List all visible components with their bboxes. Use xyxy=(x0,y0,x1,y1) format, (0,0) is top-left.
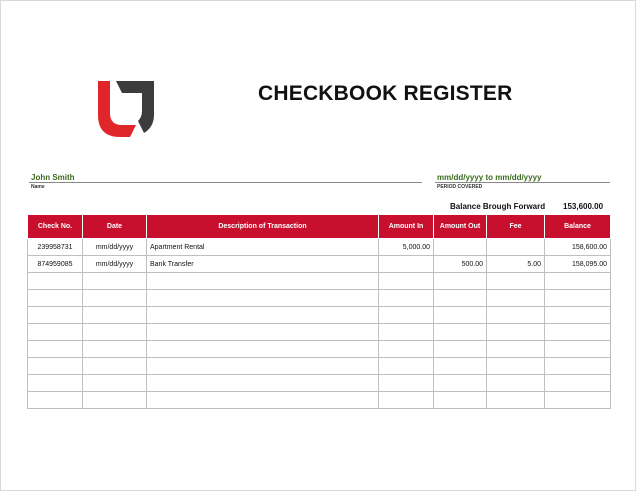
balance-cell[interactable] xyxy=(545,324,611,341)
column-header-amount-out: Amount Out xyxy=(434,215,487,239)
table-row xyxy=(28,273,611,290)
check-no-cell[interactable] xyxy=(28,324,83,341)
amount-out-cell[interactable] xyxy=(434,341,487,358)
period-label: PERIOD COVERED xyxy=(437,184,483,190)
balance-cell[interactable] xyxy=(545,375,611,392)
register-table xyxy=(27,214,611,409)
amount-out-cell[interactable] xyxy=(434,358,487,375)
check-no-cell[interactable] xyxy=(28,307,83,324)
balance-cell[interactable]: 158,095.00 xyxy=(545,256,611,273)
amount-in-cell[interactable] xyxy=(379,392,434,409)
amount-in-cell[interactable] xyxy=(379,307,434,324)
name-label: Name xyxy=(31,184,45,190)
amount-in-cell[interactable] xyxy=(379,375,434,392)
date-cell[interactable] xyxy=(83,341,147,358)
name-underline xyxy=(29,182,422,183)
column-header-check-no: Check No. xyxy=(28,215,83,239)
description-cell[interactable]: Apartment Rental xyxy=(147,239,379,256)
check-no-cell[interactable] xyxy=(28,392,83,409)
column-header-balance: Balance xyxy=(545,215,611,239)
table-row xyxy=(28,324,611,341)
date-cell[interactable] xyxy=(83,307,147,324)
check-no-cell[interactable] xyxy=(28,273,83,290)
period-underline xyxy=(435,182,610,183)
check-no-cell[interactable] xyxy=(28,358,83,375)
name-value[interactable]: John Smith xyxy=(31,173,75,182)
table-row xyxy=(28,341,611,358)
description-cell[interactable] xyxy=(147,290,379,307)
fee-cell[interactable] xyxy=(487,307,545,324)
check-no-cell[interactable] xyxy=(28,341,83,358)
table-row xyxy=(28,307,611,324)
date-cell[interactable]: mm/dd/yyyy xyxy=(83,239,147,256)
balance-cell[interactable] xyxy=(545,392,611,409)
amount-in-cell[interactable] xyxy=(379,290,434,307)
balance-forward-label: Balance Brough Forward xyxy=(450,202,546,211)
balance-cell[interactable] xyxy=(545,307,611,324)
fee-cell[interactable] xyxy=(487,324,545,341)
fee-cell[interactable] xyxy=(487,239,545,256)
check-no-cell[interactable] xyxy=(28,290,83,307)
fee-cell[interactable] xyxy=(487,375,545,392)
column-header-fee: Fee xyxy=(487,215,545,239)
date-cell[interactable] xyxy=(83,358,147,375)
description-cell[interactable] xyxy=(147,307,379,324)
description-cell[interactable] xyxy=(147,392,379,409)
amount-in-cell[interactable] xyxy=(379,324,434,341)
table-header-row xyxy=(28,215,611,239)
date-cell[interactable] xyxy=(83,392,147,409)
amount-out-cell[interactable] xyxy=(434,239,487,256)
check-no-cell[interactable]: 239958731 xyxy=(28,239,83,256)
date-cell[interactable] xyxy=(83,324,147,341)
table-row xyxy=(28,358,611,375)
fee-cell[interactable] xyxy=(487,392,545,409)
amount-in-cell[interactable] xyxy=(379,341,434,358)
table-row xyxy=(28,375,611,392)
amount-in-cell[interactable] xyxy=(379,273,434,290)
date-cell[interactable] xyxy=(83,375,147,392)
description-cell[interactable]: Bank Transfer xyxy=(147,256,379,273)
amount-out-cell[interactable]: 500.00 xyxy=(434,256,487,273)
balance-cell[interactable]: 158,600.00 xyxy=(545,239,611,256)
fee-cell[interactable] xyxy=(487,358,545,375)
table-row xyxy=(28,290,611,307)
amount-in-cell[interactable] xyxy=(379,256,434,273)
check-no-cell[interactable] xyxy=(28,375,83,392)
page-title: CHECKBOOK REGISTER xyxy=(258,82,513,105)
description-cell[interactable] xyxy=(147,341,379,358)
table-row xyxy=(28,239,611,256)
date-cell[interactable] xyxy=(83,290,147,307)
period-value[interactable]: mm/dd/yyyy to mm/dd/yyyy xyxy=(437,173,542,182)
date-cell[interactable]: mm/dd/yyyy xyxy=(83,256,147,273)
balance-cell[interactable] xyxy=(545,273,611,290)
amount-out-cell[interactable] xyxy=(434,324,487,341)
date-cell[interactable] xyxy=(83,273,147,290)
check-no-cell[interactable]: 874959085 xyxy=(28,256,83,273)
description-cell[interactable] xyxy=(147,324,379,341)
amount-out-cell[interactable] xyxy=(434,290,487,307)
balance-cell[interactable] xyxy=(545,341,611,358)
table-row xyxy=(28,256,611,273)
balance-cell[interactable] xyxy=(545,290,611,307)
balance-forward-value[interactable]: 153,600.00 xyxy=(563,202,604,211)
fee-cell[interactable] xyxy=(487,341,545,358)
column-header-amount-in: Amount In xyxy=(379,215,434,239)
column-header-date: Date xyxy=(83,215,147,239)
column-header-description: Description of Transaction xyxy=(147,215,379,239)
amount-out-cell[interactable] xyxy=(434,307,487,324)
company-logo-icon xyxy=(96,79,156,139)
table-row xyxy=(28,392,611,409)
amount-in-cell[interactable]: 5,000.00 xyxy=(379,239,434,256)
description-cell[interactable] xyxy=(147,375,379,392)
fee-cell[interactable] xyxy=(487,273,545,290)
amount-out-cell[interactable] xyxy=(434,273,487,290)
balance-cell[interactable] xyxy=(545,358,611,375)
description-cell[interactable] xyxy=(147,273,379,290)
fee-cell[interactable]: 5.00 xyxy=(487,256,545,273)
amount-in-cell[interactable] xyxy=(379,358,434,375)
fee-cell[interactable] xyxy=(487,290,545,307)
amount-out-cell[interactable] xyxy=(434,392,487,409)
description-cell[interactable] xyxy=(147,358,379,375)
amount-out-cell[interactable] xyxy=(434,375,487,392)
